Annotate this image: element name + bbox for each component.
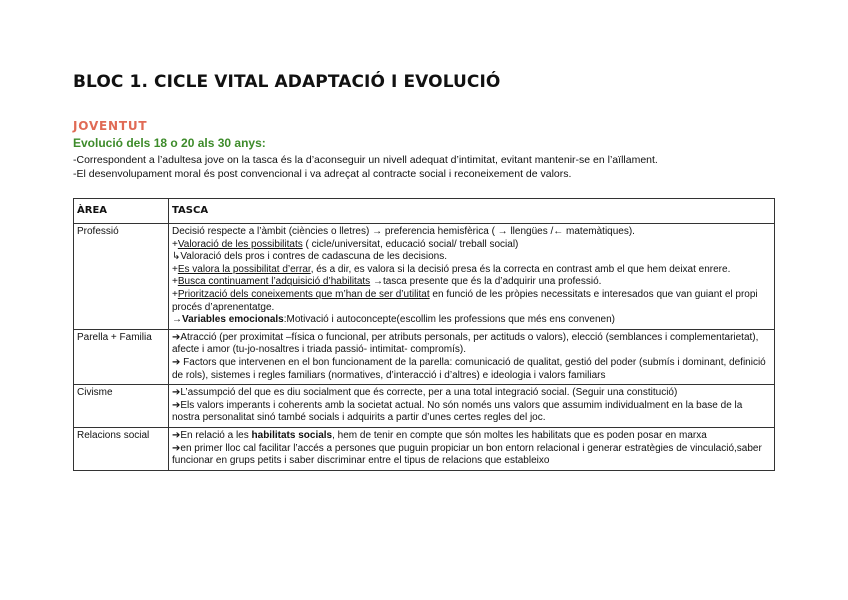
column-header-area: ÀREA xyxy=(74,199,169,224)
table-row xyxy=(74,427,775,470)
table-row xyxy=(74,385,775,428)
task-prefix: + xyxy=(172,238,178,250)
column-header-task: TASCA xyxy=(169,199,775,224)
row-task-cell xyxy=(169,224,775,330)
row-area-cell: Parella + Familia xyxy=(74,329,169,384)
row-task-cell xyxy=(169,329,775,384)
row-area-cell: Professió xyxy=(74,224,169,330)
task-line xyxy=(172,289,771,314)
task-line xyxy=(172,443,771,468)
task-text: ➔ Factors que intervenen en el bon funcionament de la parella: comunicació de qualitat, gestió del poder (submís i dominant, definició de rols), sistemes i regles familiars (normatives, d’interacció i d’altres) e ideologia i valors familiars xyxy=(172,356,766,381)
table-row xyxy=(74,329,775,384)
task-line xyxy=(172,226,771,239)
intro-line: -Correspondent a l’adultesa jove on la tasca és la d’aconseguir un nivell adequat d’intimitat, evitant mantenir-se en l’aïllament. xyxy=(73,154,658,166)
task-line xyxy=(172,251,771,264)
table-body xyxy=(74,224,775,471)
task-underlined-text: Priorització dels coneixements que m’han de ser d’utilitat xyxy=(177,288,430,300)
tasks-table xyxy=(73,198,775,471)
row-task-cell xyxy=(169,427,775,470)
page-title: BLOC 1. CICLE VITAL ADAPTACIÓ I EVOLUCIÓ xyxy=(73,72,501,92)
section-subheading: Evolució dels 18 o 20 als 30 anys: xyxy=(73,136,266,150)
task-text: , és a dir, es valora si la decisió presa és la correcta en contrast amb el que hem deixat enrere. xyxy=(310,263,731,275)
task-text: →tasca presente que és la d’adquirir una professió. xyxy=(370,276,602,288)
task-bold-text: Variables emocionals xyxy=(182,314,284,326)
task-line xyxy=(172,400,771,425)
task-prefix: + xyxy=(172,288,178,300)
task-text: ➔Els valors imperants i coherents amb la societat actual. No són només uns valors que assumim individualment en la base de la nostra personalitat sinó també socials i adquirits a partir d’unes certes regles del joc. xyxy=(172,399,743,424)
task-text: ( cicle/universitat, educació social/ treball social) xyxy=(302,238,519,250)
task-text: ➔L’assumpció del que es diu socialment que és correcte, per a una total integració social. (Seguir una constitució) xyxy=(172,387,678,399)
task-text: ➔Atracció (per proximitat –física o funcional, per atributs personals, per actituds o valors), elecció (semblances i complementarietat), afecte i amor (tu-jo-nosaltres i triada passió- intimitat- compromís). xyxy=(172,331,759,356)
table-row xyxy=(74,224,775,330)
table-header-row xyxy=(74,199,775,224)
task-underlined-text: Es valora la possibilitat d’errar xyxy=(177,263,311,275)
section-heading: JOVENTUT xyxy=(73,119,148,133)
task-line xyxy=(172,239,771,252)
task-bold-text: habilitats socials xyxy=(251,429,333,441)
task-prefix: + xyxy=(172,276,178,288)
task-prefix: + xyxy=(172,263,178,275)
task-line xyxy=(172,276,771,289)
task-prefix: → xyxy=(172,314,182,326)
task-text: en funció de les pròpies necessitats e interesados que van guiant el propi procés d’aprenentatge. xyxy=(172,288,758,313)
task-line xyxy=(172,314,771,327)
task-text: ↳Valoració dels pros i contres de cadascuna de les decisions. xyxy=(172,251,448,263)
intro-line: -El desenvolupament moral és post convencional i va adreçat al contracte social i reconeixement de valors. xyxy=(73,168,572,180)
row-area-cell: Relacions social xyxy=(74,427,169,470)
task-underlined-text: Valoració de les possibilitats xyxy=(177,238,303,250)
task-text: ➔en primer lloc cal facilitar l’accés a persones que puguin propiciar un bon entorn relacional i generar estratègies de vinculació,saber funcionar en grups petits i saber discriminar entre el tipus de relacions que estableixo xyxy=(172,442,762,467)
intro-text xyxy=(73,153,658,181)
task-line xyxy=(172,332,771,357)
row-area-cell: Civisme xyxy=(74,385,169,428)
task-line xyxy=(172,264,771,277)
task-line xyxy=(172,430,771,443)
task-line xyxy=(172,387,771,400)
task-text: :Motivació i autoconcepte(escollim les professions que més ens convenen) xyxy=(283,314,615,326)
task-text: , hem de tenir en compte que són moltes les habilitats que es poden posar en marxa xyxy=(332,429,707,441)
task-line xyxy=(172,357,771,382)
row-task-cell xyxy=(169,385,775,428)
task-text: Decisió respecte a l’àmbit (ciències o lletres) → preferencia hemisfèrica ( → llengües /← matemàtiques). xyxy=(172,226,635,237)
task-underlined-text: Busca continuament l’adquisició d’habilitats xyxy=(177,276,371,288)
task-prefix: ➔En relació a les xyxy=(172,429,252,441)
